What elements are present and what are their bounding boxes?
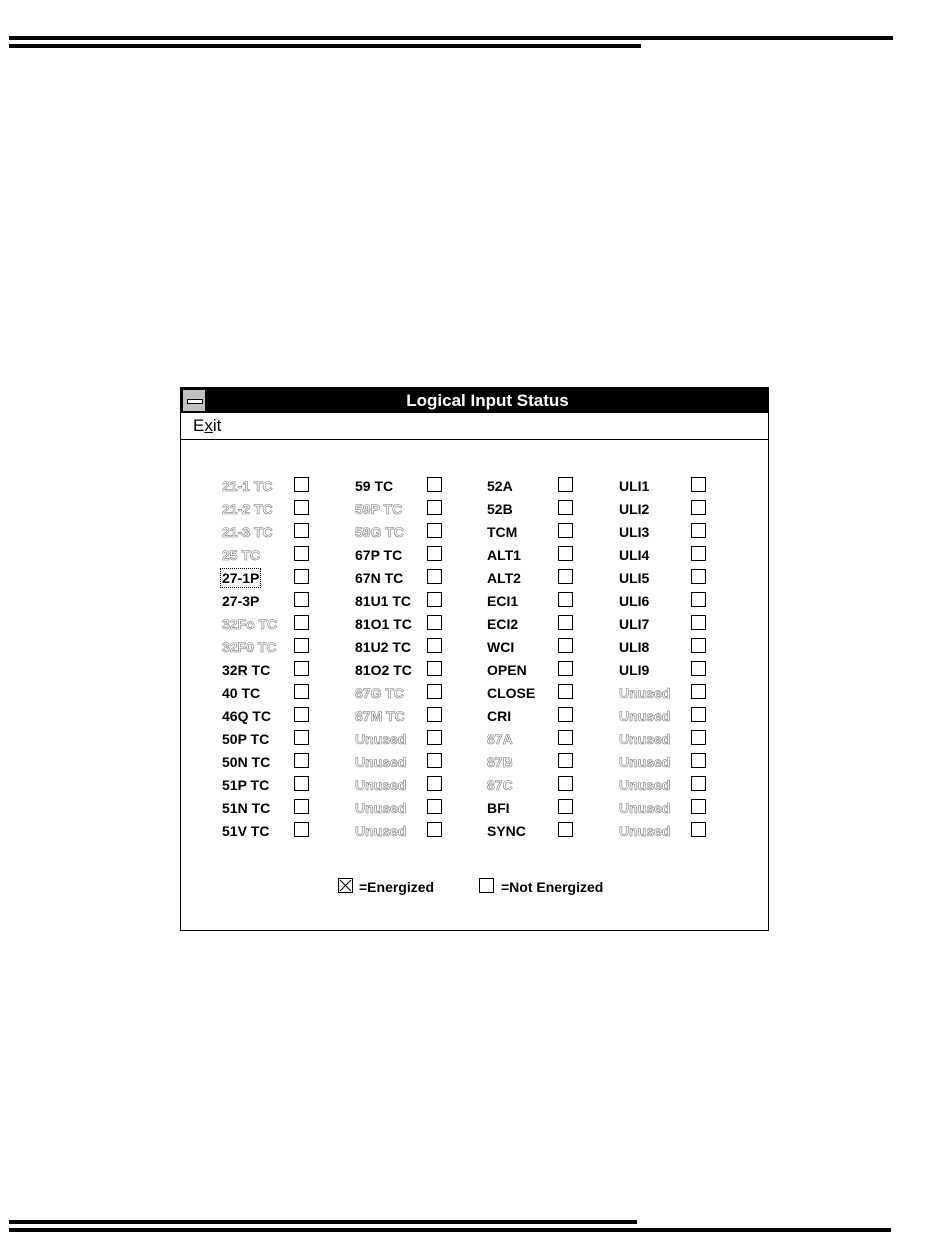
input-label: 59G TC [355, 524, 405, 540]
top-rule-thin [9, 44, 641, 48]
legend-energized-label: =Energized [359, 879, 435, 895]
input-status-checkbox[interactable] [427, 500, 442, 515]
input-status-checkbox[interactable] [427, 638, 442, 653]
input-status-checkbox[interactable] [691, 523, 706, 538]
input-label: 67P TC [355, 547, 403, 563]
input-status-checkbox[interactable] [558, 638, 573, 653]
input-status-checkbox[interactable] [558, 500, 573, 515]
input-label: 59 TC [355, 478, 394, 494]
input-status-checkbox[interactable] [427, 822, 442, 837]
input-status-checkbox[interactable] [294, 730, 309, 745]
top-rule-thick [9, 36, 893, 40]
input-status-checkbox[interactable] [294, 707, 309, 722]
input-status-checkbox[interactable] [691, 615, 706, 630]
input-status-checkbox[interactable] [427, 799, 442, 814]
legend-not-energized-checkbox [479, 878, 494, 893]
input-label: 50N TC [222, 754, 271, 770]
input-label: Unused [619, 823, 671, 839]
window-title: Logical Input Status [406, 391, 569, 410]
input-label: BFI [487, 800, 510, 816]
input-status-checkbox[interactable] [558, 546, 573, 561]
title-bar[interactable] [181, 388, 768, 413]
input-status-checkbox[interactable] [427, 523, 442, 538]
input-label: 87C [487, 777, 513, 793]
input-label: ULI1 [619, 478, 650, 494]
input-label: 81U2 TC [355, 639, 412, 655]
input-label: 87M TC [355, 708, 405, 724]
input-status-checkbox[interactable] [691, 500, 706, 515]
input-label: ULI9 [619, 662, 650, 678]
input-status-checkbox[interactable] [558, 615, 573, 630]
input-status-checkbox[interactable] [427, 707, 442, 722]
input-label: Unused [619, 754, 671, 770]
input-status-checkbox[interactable] [294, 477, 309, 492]
bottom-rule-thin [9, 1220, 637, 1224]
input-label: 32Fo TC [222, 616, 278, 632]
input-label: 81U1 TC [355, 593, 412, 609]
input-status-checkbox[interactable] [691, 546, 706, 561]
input-label: 52B [487, 501, 513, 517]
input-status-checkbox[interactable] [691, 799, 706, 814]
legend-not-energized-label: =Not Energized [501, 879, 604, 895]
input-label: SYNC [487, 823, 526, 839]
input-label: 87B [487, 754, 513, 770]
input-label: 50P TC [222, 731, 270, 747]
input-label: 21-3 TC [222, 524, 273, 540]
menu-exit[interactable] [193, 416, 221, 436]
input-label: CRI [487, 708, 512, 724]
input-status-checkbox[interactable] [558, 707, 573, 722]
input-label: 21-1 TC [222, 478, 273, 494]
input-status-checkbox[interactable] [691, 730, 706, 745]
input-status-checkbox[interactable] [558, 799, 573, 814]
input-status-checkbox[interactable] [427, 592, 442, 607]
input-label: ALT1 [487, 547, 521, 563]
input-label: 51V TC [222, 823, 270, 839]
input-label: TCM [487, 524, 518, 540]
input-label: ALT2 [487, 570, 521, 586]
input-status-checkbox[interactable] [294, 569, 309, 584]
input-label: OPEN [487, 662, 527, 678]
menu-bar [181, 413, 768, 440]
input-label: 87A [487, 731, 513, 747]
input-status-checkbox[interactable] [558, 776, 573, 791]
input-label: ULI2 [619, 501, 650, 517]
input-label: ULI6 [619, 593, 650, 609]
input-status-checkbox[interactable] [294, 684, 309, 699]
input-status-checkbox[interactable] [294, 615, 309, 630]
input-status-checkbox[interactable] [691, 592, 706, 607]
input-status-checkbox[interactable] [294, 638, 309, 653]
input-status-checkbox[interactable] [294, 799, 309, 814]
input-label: 25 TC [222, 547, 261, 563]
input-label: ECI1 [487, 593, 519, 609]
input-label: Unused [355, 777, 407, 793]
input-label: Unused [619, 800, 671, 816]
input-label: Unused [355, 731, 407, 747]
input-label: 52A [487, 478, 513, 494]
bottom-rule-thick [9, 1228, 891, 1232]
input-status-checkbox[interactable] [691, 776, 706, 791]
x-mark-icon [339, 879, 352, 892]
input-status-checkbox[interactable] [691, 822, 706, 837]
input-status-checkbox[interactable] [558, 753, 573, 768]
input-label: Unused [355, 800, 407, 816]
input-label: Unused [619, 777, 671, 793]
input-status-checkbox[interactable] [558, 684, 573, 699]
input-status-checkbox[interactable] [427, 684, 442, 699]
input-label: Unused [355, 754, 407, 770]
input-label: Unused [619, 731, 671, 747]
input-status-checkbox[interactable] [558, 477, 573, 492]
input-status-checkbox[interactable] [294, 523, 309, 538]
input-status-checkbox[interactable] [427, 615, 442, 630]
input-label: 32F0 TC [222, 639, 277, 655]
input-status-checkbox[interactable] [427, 776, 442, 791]
input-label: ULI4 [619, 547, 650, 563]
input-label: 51P TC [222, 777, 270, 793]
input-label: ULI3 [619, 524, 650, 540]
logical-input-status-window [180, 387, 769, 931]
input-status-checkbox[interactable] [558, 661, 573, 676]
input-label: 27-1P [222, 570, 260, 586]
input-label: 27-3P [222, 593, 260, 609]
legend-energized-checkbox [338, 878, 353, 893]
input-status-checkbox[interactable] [294, 753, 309, 768]
input-status-checkbox[interactable] [427, 477, 442, 492]
input-status-checkbox[interactable] [691, 569, 706, 584]
input-status-checkbox[interactable] [294, 661, 309, 676]
input-status-checkbox[interactable] [294, 776, 309, 791]
menu-exit-prefix: E [193, 416, 205, 435]
input-status-checkbox[interactable] [691, 638, 706, 653]
system-menu-icon[interactable] [182, 389, 206, 412]
input-status-checkbox[interactable] [427, 569, 442, 584]
input-status-checkbox[interactable] [558, 569, 573, 584]
input-status-checkbox[interactable] [427, 753, 442, 768]
input-label: WCI [487, 639, 515, 655]
input-status-checkbox[interactable] [427, 546, 442, 561]
input-label: ECI2 [487, 616, 519, 632]
menu-exit-suffix: it [212, 416, 222, 435]
input-label: ULI7 [619, 616, 650, 632]
input-label: 87G TC [355, 685, 405, 701]
input-status-checkbox[interactable] [294, 500, 309, 515]
input-label: 40 TC [222, 685, 261, 701]
input-label: ULI5 [619, 570, 650, 586]
input-status-checkbox[interactable] [294, 822, 309, 837]
input-label: 32R TC [222, 662, 271, 678]
input-status-checkbox[interactable] [691, 707, 706, 722]
input-label: Unused [619, 708, 671, 724]
input-status-checkbox[interactable] [691, 684, 706, 699]
input-label: 21-2 TC [222, 501, 273, 517]
input-status-checkbox[interactable] [558, 523, 573, 538]
input-status-checkbox[interactable] [691, 753, 706, 768]
input-status-checkbox[interactable] [427, 730, 442, 745]
input-status-checkbox[interactable] [558, 730, 573, 745]
input-label: Unused [355, 823, 407, 839]
input-label: 81O2 TC [355, 662, 412, 678]
input-label: CLOSE [487, 685, 536, 701]
input-label: 51N TC [222, 800, 271, 816]
input-status-checkbox[interactable] [427, 661, 442, 676]
input-status-checkbox[interactable] [558, 592, 573, 607]
input-label: 59P TC [355, 501, 403, 517]
input-status-checkbox[interactable] [294, 592, 309, 607]
minus-icon [187, 399, 203, 404]
input-status-checkbox[interactable] [691, 661, 706, 676]
menu-exit-accelerator: x [204, 416, 213, 435]
input-status-checkbox[interactable] [294, 546, 309, 561]
input-status-checkbox[interactable] [558, 822, 573, 837]
input-label: 67N TC [355, 570, 404, 586]
input-label: 81O1 TC [355, 616, 412, 632]
input-label: Unused [619, 685, 671, 701]
input-status-checkbox[interactable] [691, 477, 706, 492]
input-label: ULI8 [619, 639, 650, 655]
input-label: 46Q TC [222, 708, 272, 724]
